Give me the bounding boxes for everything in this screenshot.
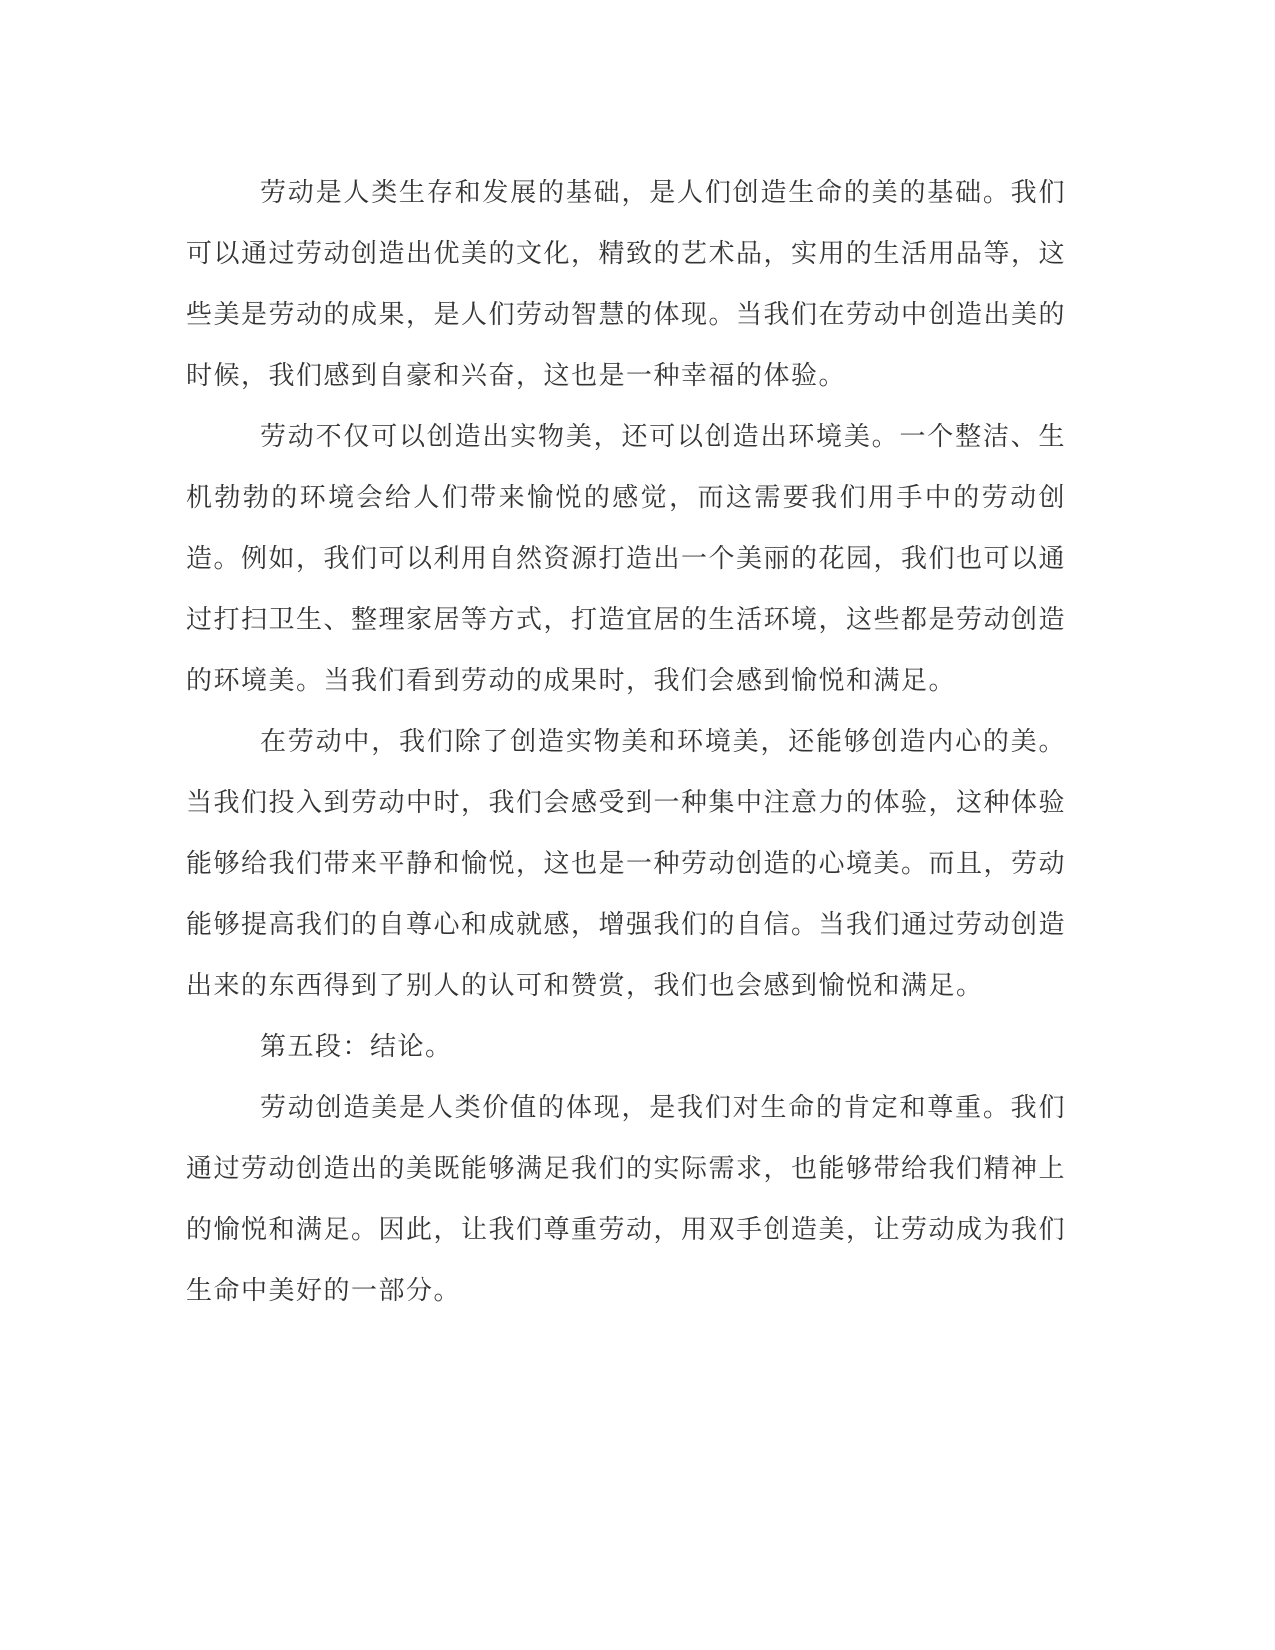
document-body — [186, 163, 1066, 1322]
paragraph-inner-beauty: 在劳动中，我们除了创造实物美和环境美，还能够创造内心的美。当我们投入到劳动中时，我们会感受到一种集中注意力的体验，这种体验能够给我们带来平静和愉悦，这也是一种劳动创造的心境美。而且，劳动能够提高我们的自尊心和成就感，增强我们的自信。当我们通过劳动创造出来的东西得到了别人的认可和赞赏，我们也会感到愉悦和满足。 — [186, 727, 1067, 1001]
section-heading-conclusion: 第五段：结论。 — [260, 1032, 453, 1062]
paragraph-conclusion: 劳动创造美是人类价值的体现，是我们对生命的肯定和尊重。我们通过劳动创造出的美既能够满足我们的实际需求，也能够带给我们精神上的愉悦和满足。因此，让我们尊重劳动，用双手创造美，让劳动成为我们生命中美好的一部分。 — [186, 1093, 1067, 1306]
paragraph-labor-foundation: 劳动是人类生存和发展的基础，是人们创造生命的美的基础。我们可以通过劳动创造出优美的文化，精致的艺术品，实用的生活用品等，这些美是劳动的成果，是人们劳动智慧的体现。当我们在劳动中创造出美的时候，我们感到自豪和兴奋，这也是一种幸福的体验。 — [186, 178, 1067, 391]
paragraph-environment-beauty: 劳动不仅可以创造出实物美，还可以创造出环境美。一个整洁、生机勃勃的环境会给人们带来愉悦的感觉，而这需要我们用手中的劳动创造。例如，我们可以利用自然资源打造出一个美丽的花园，我们也可以通过打扫卫生、整理家居等方式，打造宜居的生活环境，这些都是劳动创造的环境美。当我们看到劳动的成果时，我们会感到愉悦和满足。 — [186, 422, 1067, 696]
